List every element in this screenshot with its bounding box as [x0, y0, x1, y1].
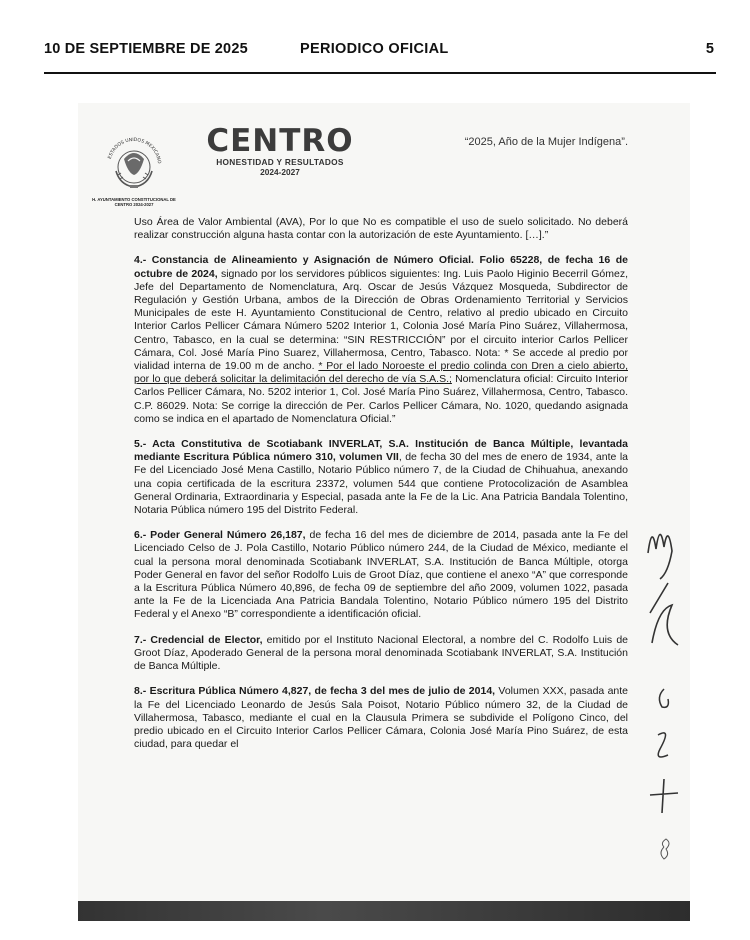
logo-motto: HONESTIDAD Y RESULTADOS [216, 157, 344, 167]
item-4-underlined: * Por el lado Noroeste el predio colinda con Dren a cielo abierto, por lo que deberá solicitar la delimitación del derecho de vía S.A.S.; [134, 360, 628, 386]
year-slogan: “2025, Año de la Mujer Indígena”. [464, 136, 628, 148]
item-4-heading: 4.- Constancia de Alineamiento y Asignación de Número Oficial. Folio 65228, de fecha 16 de octubre de 2024, [134, 254, 628, 280]
logo-name: CENTRO [206, 123, 354, 159]
paragraph-6 [134, 529, 628, 621]
item-4-text-b: Nomenclatura oficial: Circuito Interior Carlos Pellicer Cámara, No. 5202 interior 1, Col. José María Pino Suárez, Villahermosa, Centro, Tabasco. C.P. 86029. Nota: Se corrige la dirección de Per. Carlos Pellicer Cámara, No. 1020, quedando asignada como se indica en el apartado de Nomenclatura Oficial.” [134, 373, 628, 425]
paragraph-7 [134, 634, 628, 674]
item-8-heading: 8.- Escritura Pública Número 4,827, de fecha 3 del mes de julio de 2014, [134, 685, 496, 698]
seal-arc-text: ESTADOS UNIDOS MEXICANO [107, 137, 162, 164]
item-8-text: Volumen XXX, pasada ante la Fe del Licenciado Leonardo de Jesús Sala Poisot, Notario Público número 32, de la Ciudad de Villahermosa, Tabasco, mediante el cual en la Clausula Primera se subdivide el Polígono Cinco, del predio ubicado en el Circuito Interior Carlos Pellicer Cámara, Colonia José María Pino Suárez, de esta ciudad, para quedar el [134, 685, 629, 751]
item-7-text: emitido por el Instituto Nacional Electoral, a nombre del C. Rodolfo Luis de Groot Díaz, Apoderado General de la persona moral denominada Scotiabank INVERLAT, S.A. Institución de Banca Múltiple. [134, 633, 628, 673]
document-body [134, 216, 628, 763]
scanned-document [78, 103, 690, 921]
gazette-date: 10 DE SEPTIEMBRE DE 2025 [44, 41, 248, 57]
gazette-title: PERIODICO OFICIAL [300, 41, 449, 57]
paragraph-4 [134, 254, 628, 426]
page-number: 5 [705, 41, 714, 57]
logo-period: 2024-2027 [260, 167, 300, 177]
item-7-heading: 7.- Credencial de Elector, [134, 633, 263, 646]
item-4-text-a: signado por los servidores públicos siguientes: Ing. Luis Paolo Higinio Becerril Gómez, Jefe del Departamento de Nomenclatura, Arq. Oscar de Jesús Vázquez Mosqueda, Subdirector de Regulación y Gestión Urbana, ambos de la Dirección de Obras Ordenamiento Territorial y Servicios Municipales de este H. Ayuntamiento Constitucional de Centro, relativo al predio ubicado en Circuito Interior Carlos Pellicer Cámara Número 5202 Interior 1, Colonia José María Pino Suárez, Villahermosa, Centro, Tabasco, en la cual se determina: “SIN RESTRICCIÓN” por el circuito interior Carlos Pellicer Cámara, Col. José María Pino Suarez, Villahermosa, Centro, Tabasco. Nota: * Se accede al predio por vialidad interna de 19.00 m de ancho. [134, 267, 628, 373]
intro-text: Uso Área de Valor Ambiental (AVA), Por lo que No es compatible el uso de suelo solicitado. No deberá realizar construcción alguna hasta contar con la autorización de este Ayuntamiento. […].” [134, 216, 628, 242]
scan-footer-band [78, 901, 690, 921]
handwritten-initials [638, 513, 690, 873]
item-6-text: de fecha 16 del mes de diciembre de 2014, pasada ante la Fe del Licenciado Celso de J. Pola Castillo, Notario Público número 244, de la Ciudad de México, mediante el cual la persona moral denominada Scotiabank INVERLAT, S.A. Institución de Banca Múltiple, otorga Poder General en favor del señor Rodolfo Luis de Groot Díaz, que contiene el anexo “A” que corresponde a la Escritura Pública Número 40,896, de fecha 09 de septiembre del año 2009, volumen 1022, pasada ante la Fe de la Licenciada Ana Patricia Bandala Tolentino, Notario Público número 195 del Distrito Federal y el Anexo “B” correspondiente a identificación oficial. [134, 529, 628, 621]
item-5-heading: 5.- Acta Constitutiva de Scotiabank INVERLAT, S.A. Institución de Banca Múltiple, levantada mediante Escritura Pública número 310, volumen VII [134, 438, 628, 464]
paragraph-intro [134, 216, 628, 242]
municipal-seal [90, 129, 178, 207]
item-5-text: , de fecha 30 del mes de enero de 1934, ante la Fe del Licenciado José Mena Castillo, Notario Público número 7, de la Ciudad de Chihuahua, anexando una copia certificada de la escritura 23372, volumen 544 que contiene Protocolización de Asamblea General Ordinaria, Extraordinaria y Especial, pasada ante la Fe de la Lic. Ana Patricia Bandala Tolentino, Notaria Pública número 195 del Distrito Federal. [134, 451, 629, 517]
gazette-header [44, 38, 716, 74]
paragraph-5 [134, 438, 628, 517]
paragraph-8 [134, 685, 628, 751]
centro-logo [204, 125, 356, 177]
seal-caption: H. AYUNTAMIENTO CONSTITUCIONAL DE CENTRO 2024-2027 [92, 197, 176, 207]
coat-of-arms-icon [102, 129, 166, 195]
item-6-heading: 6.- Poder General Número 26,187, [134, 529, 306, 542]
